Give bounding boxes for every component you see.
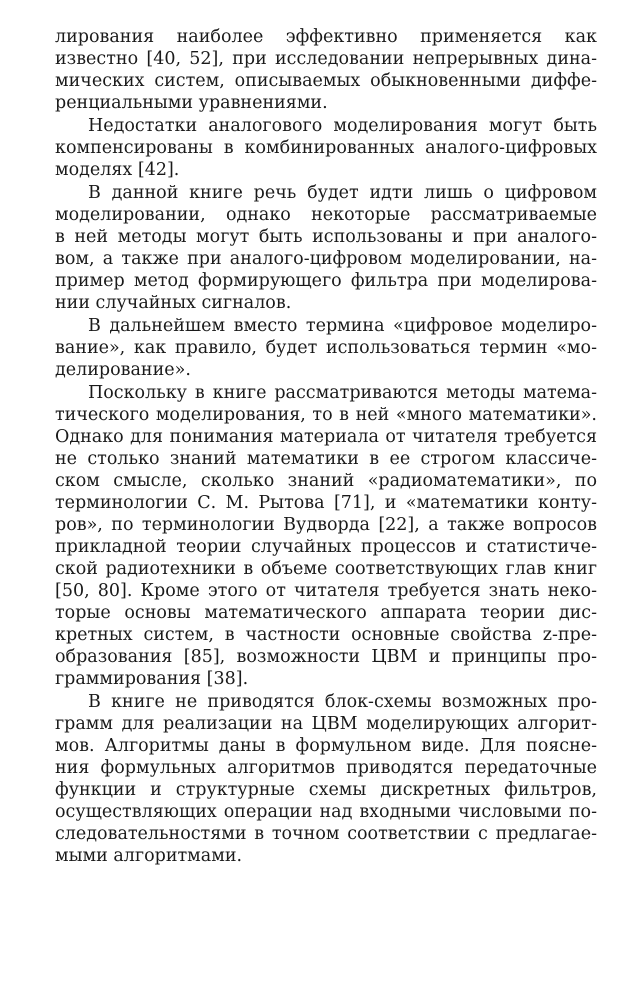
text-line: известно [40, 52], при исследовании непрерывных дина-: [55, 49, 597, 69]
text-line: вом, а также при аналого-цифровом моделировании, на-: [55, 249, 597, 269]
text-line: вание», как правило, будет использоваться термин «мо-: [55, 338, 597, 358]
text-line: В дальнейшем вместо термина «цифровое моделиро-: [88, 316, 597, 336]
text-line: следовательностями в точном соответствии с предлагае-: [55, 824, 597, 844]
text-line: нии случайных сигналов.: [55, 293, 292, 313]
text-line: ния формульных алгоритмов приводятся передаточные: [55, 758, 597, 778]
text-line: компенсированы в комбинированных аналого-цифровых: [55, 138, 597, 158]
text-line: В книге не приводятся блок-схемы возможных про-: [88, 692, 597, 712]
text-line: Поскольку в книге рассматриваются методы матема-: [88, 383, 597, 403]
text-line: функции и структурные схемы дискретных фильтров,: [55, 780, 597, 800]
text-line: мических систем, описываемых обыкновенными диффе-: [55, 71, 597, 91]
text-line: Однако для понимания материала от читателя требуется: [55, 427, 597, 447]
text-line: Недостатки аналогового моделирования могут быть: [88, 116, 597, 136]
text-line: осуществляющих операции над входными числовыми по-: [55, 802, 597, 822]
text-line: в ней методы могут быть использованы и при аналого-: [55, 227, 597, 247]
text-line: ренциальными уравнениями.: [55, 93, 328, 113]
text-line: В данной книге речь будет идти лишь о цифровом: [88, 183, 597, 203]
text-line: ской радиотехники в объеме соответствующих глав книг: [55, 559, 597, 579]
text-line: терминологии С. М. Рытова [71], и «математики конту-: [55, 493, 597, 513]
text-line: образования [85], возможности ЦВМ и принципы про-: [55, 647, 597, 667]
text-line: ров», по терминологии Вудворда [22], а также вопросов: [55, 515, 597, 535]
text-line: не столько знаний математики в ее строгом классиче-: [55, 449, 597, 469]
text-line: мыми алгоритмами.: [55, 846, 243, 866]
text-line: [50, 80]. Кроме этого от читателя требуется знать неко-: [55, 581, 597, 601]
text-line: лирования наиболее эффективно применяется как: [55, 27, 597, 47]
text-line: мов. Алгоритмы даны в формульном виде. Для поясне-: [55, 736, 597, 756]
text-line: граммирования [38].: [55, 669, 249, 689]
text-line: торые основы математического аппарата теории дис-: [55, 603, 597, 623]
text-line: кретных систем, в частности основные свойства z-пре-: [55, 625, 597, 645]
text-line: делирование».: [55, 360, 191, 380]
text-line: прикладной теории случайных процессов и статистиче-: [55, 537, 597, 557]
text-line: моделировании, однако некоторые рассматриваемые: [55, 205, 597, 225]
text-line: грамм для реализации на ЦВМ моделирующих алгорит-: [55, 714, 597, 734]
text-line: тического моделирования, то в ней «много математики».: [55, 405, 597, 425]
text-line: моделях [42].: [55, 160, 180, 180]
text-line: ском смысле, сколько знаний «радиоматематики», по: [55, 471, 597, 491]
text-line: пример метод формирующего фильтра при моделирова-: [55, 271, 597, 291]
